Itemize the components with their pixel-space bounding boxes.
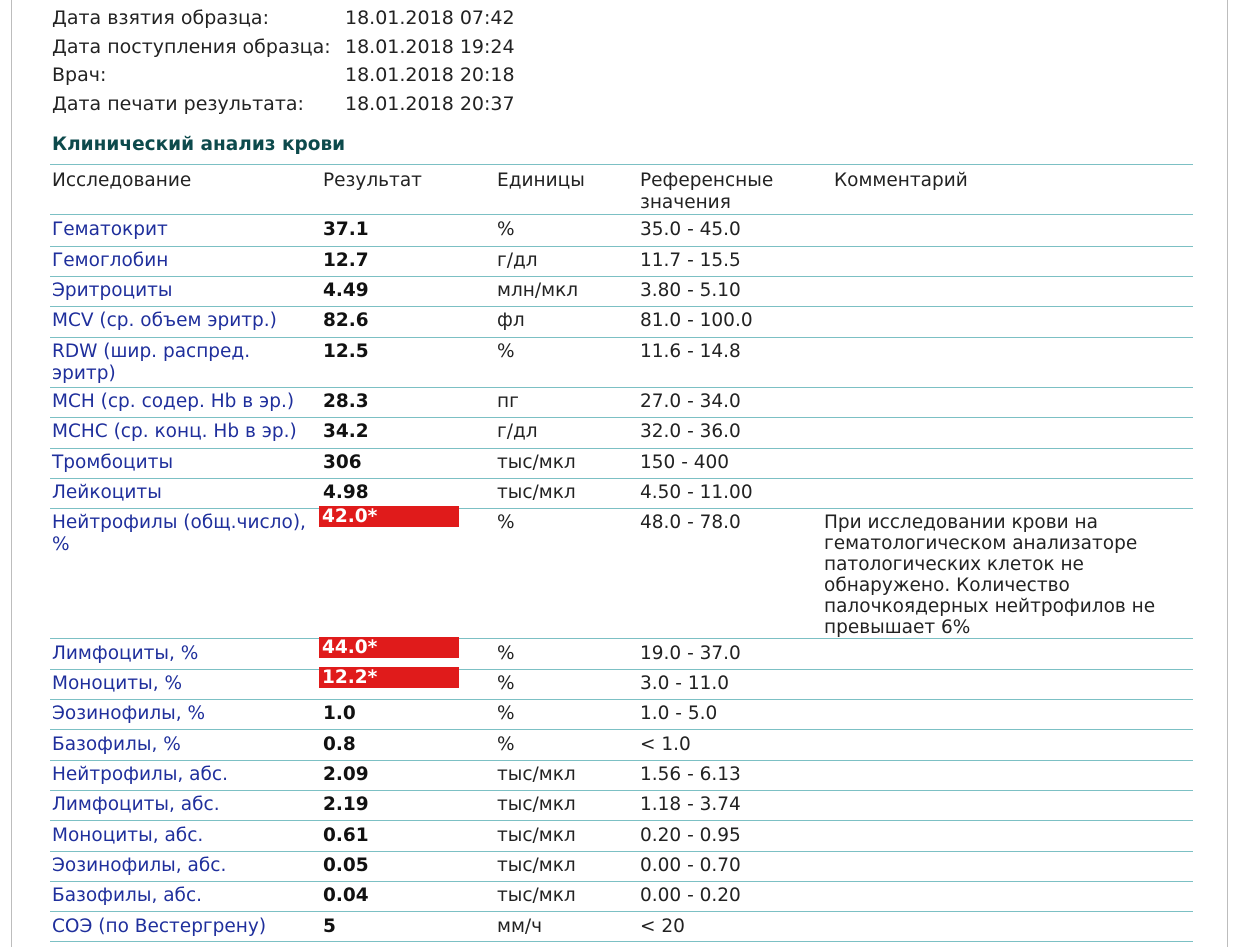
table-header-bottom-rule (50, 214, 1193, 215)
row-divider (50, 337, 1193, 338)
test-name: Эозинофилы, абс. (52, 855, 227, 876)
comment-line: палочкоядерных нейтрофилов не (824, 596, 1156, 617)
test-units: % (497, 703, 515, 724)
test-result: 82.6 (323, 310, 369, 331)
test-units: тыс/мкл (497, 825, 576, 846)
meta-value: 18.01.2018 20:37 (345, 92, 515, 115)
test-units: % (497, 643, 515, 664)
test-name: Нейтрофилы, абс. (52, 764, 228, 785)
reference-range: 0.20 - 0.95 (640, 825, 741, 846)
header-name: Исследование (52, 170, 192, 191)
reference-range: 1.56 - 6.13 (640, 764, 741, 785)
test-units: % (497, 341, 515, 362)
test-name: Эритроциты (52, 280, 173, 301)
test-units: % (497, 512, 515, 533)
meta-label: Врач: (52, 64, 107, 86)
test-units: % (497, 219, 515, 240)
test-name: Лимфоциты, % (52, 643, 199, 664)
meta-value: 18.01.2018 20:18 (345, 64, 515, 86)
test-units: млн/мкл (497, 280, 579, 301)
test-units: г/дл (497, 250, 538, 271)
test-units: г/дл (497, 421, 538, 442)
page-edge-left (11, 0, 12, 947)
page-edge-right (1227, 0, 1228, 947)
flagged-result: 44.0* (319, 637, 459, 658)
comment-line: патологических клеток не (824, 554, 1084, 575)
meta-label: Дата взятия образца: (52, 7, 269, 29)
row-divider (50, 638, 1193, 639)
test-result: 2.19 (323, 794, 369, 815)
test-units: фл (497, 310, 525, 331)
test-result: 28.3 (323, 391, 369, 412)
test-name: Моноциты, % (52, 673, 183, 694)
test-result: 37.1 (323, 219, 369, 240)
comment-line: При исследовании крови на (824, 512, 1098, 533)
test-result: 12.5 (323, 341, 369, 362)
test-result: 1.0 (323, 703, 356, 724)
reference-range: 4.50 - 11.00 (640, 482, 753, 503)
row-divider (50, 790, 1193, 791)
test-name: Базофилы, абс. (52, 885, 203, 906)
test-name: Гематокрит (52, 219, 168, 240)
test-name: СОЭ (по Вестергрену) (52, 916, 267, 937)
meta-value: 18.01.2018 19:24 (345, 35, 515, 58)
header-units: Единицы (497, 170, 585, 191)
test-name: Моноциты, абс. (52, 825, 204, 846)
flagged-result: 42.0* (319, 506, 459, 527)
test-units: тыс/мкл (497, 482, 576, 503)
test-units: пг (497, 391, 519, 412)
test-units: % (497, 673, 515, 694)
test-units: тыс/мкл (497, 855, 576, 876)
reference-range: 11.6 - 14.8 (640, 341, 741, 362)
meta-label: Дата поступления образца: (52, 35, 331, 58)
test-name: Тромбоциты (52, 452, 174, 473)
row-divider (50, 276, 1193, 277)
row-divider (50, 820, 1193, 821)
test-result: 34.2 (323, 421, 369, 442)
reference-range: 35.0 - 45.0 (640, 219, 741, 240)
test-result: 12.7 (323, 250, 369, 271)
test-units: тыс/мкл (497, 452, 576, 473)
row-divider (50, 246, 1193, 247)
test-name: Базофилы, % (52, 734, 181, 755)
flagged-result: 12.2* (319, 667, 459, 688)
test-name-line2: % (52, 534, 70, 555)
comment-line: гематологическом анализаторе (824, 533, 1138, 554)
test-name: Лимфоциты, абс. (52, 794, 220, 815)
reference-range: < 1.0 (640, 734, 691, 755)
row-divider (50, 669, 1193, 670)
test-name: MCV (ср. объем эритр.) (52, 310, 277, 331)
test-name: MCH (ср. содер. Hb в эр.) (52, 391, 295, 412)
comment-line: превышает 6% (824, 617, 971, 638)
test-result: 5 (323, 916, 336, 937)
test-name: MCHC (ср. конц. Hb в эр.) (52, 421, 297, 442)
test-units: % (497, 734, 515, 755)
meta-value: 18.01.2018 07:42 (345, 7, 515, 29)
reference-range: 48.0 - 78.0 (640, 512, 741, 533)
row-divider (50, 417, 1193, 418)
reference-range: 0.00 - 0.20 (640, 885, 741, 906)
test-units: тыс/мкл (497, 794, 576, 815)
row-divider (50, 851, 1193, 852)
row-divider (50, 306, 1193, 307)
reference-range: 1.0 - 5.0 (640, 703, 718, 724)
test-result: 0.8 (323, 734, 356, 755)
test-result: 4.49 (323, 280, 369, 301)
table-header-top-rule (50, 164, 1193, 165)
row-divider (50, 448, 1193, 449)
test-units: тыс/мкл (497, 764, 576, 785)
row-divider (50, 478, 1193, 479)
test-name: RDW (шир. распред. (52, 341, 251, 362)
test-name: Гемоглобин (52, 250, 169, 271)
header-reference: Референсные (640, 170, 774, 191)
test-units: тыс/мкл (497, 885, 576, 906)
reference-range: 81.0 - 100.0 (640, 310, 753, 331)
test-name: Нейтрофилы (общ.число), (52, 512, 306, 533)
row-divider (50, 699, 1193, 700)
test-name-line2: эритр) (52, 363, 116, 384)
reference-range: 27.0 - 34.0 (640, 391, 741, 412)
test-result: 2.09 (323, 764, 369, 785)
section-title: Клинический анализ крови (52, 134, 346, 155)
meta-label: Дата печати результата: (52, 92, 304, 115)
test-result: 0.61 (323, 825, 369, 846)
test-units: мм/ч (497, 916, 543, 937)
row-divider (50, 729, 1193, 730)
comment-line: обнаружено. Количество (824, 575, 1070, 596)
reference-range: 32.0 - 36.0 (640, 421, 741, 442)
row-divider (50, 881, 1193, 882)
header-comment: Комментарий (834, 170, 968, 191)
reference-range: 3.80 - 5.10 (640, 280, 741, 301)
test-result: 0.04 (323, 885, 369, 906)
test-result: 306 (323, 452, 362, 473)
reference-range: < 20 (640, 916, 685, 937)
row-divider (50, 941, 1193, 942)
reference-range: 3.0 - 11.0 (640, 673, 730, 694)
reference-range: 11.7 - 15.5 (640, 250, 741, 271)
reference-range: 19.0 - 37.0 (640, 643, 741, 664)
row-divider (50, 508, 1193, 509)
row-divider (50, 760, 1193, 761)
row-divider (50, 911, 1193, 912)
test-name: Эозинофилы, % (52, 703, 206, 724)
reference-range: 1.18 - 3.74 (640, 794, 741, 815)
test-result: 4.98 (323, 482, 369, 503)
test-result: 0.05 (323, 855, 369, 876)
reference-range: 150 - 400 (640, 452, 730, 473)
test-name: Лейкоциты (52, 482, 162, 503)
header-reference-line2: значения (640, 192, 731, 213)
row-divider (50, 387, 1193, 388)
reference-range: 0.00 - 0.70 (640, 855, 741, 876)
header-result: Результат (323, 170, 422, 191)
